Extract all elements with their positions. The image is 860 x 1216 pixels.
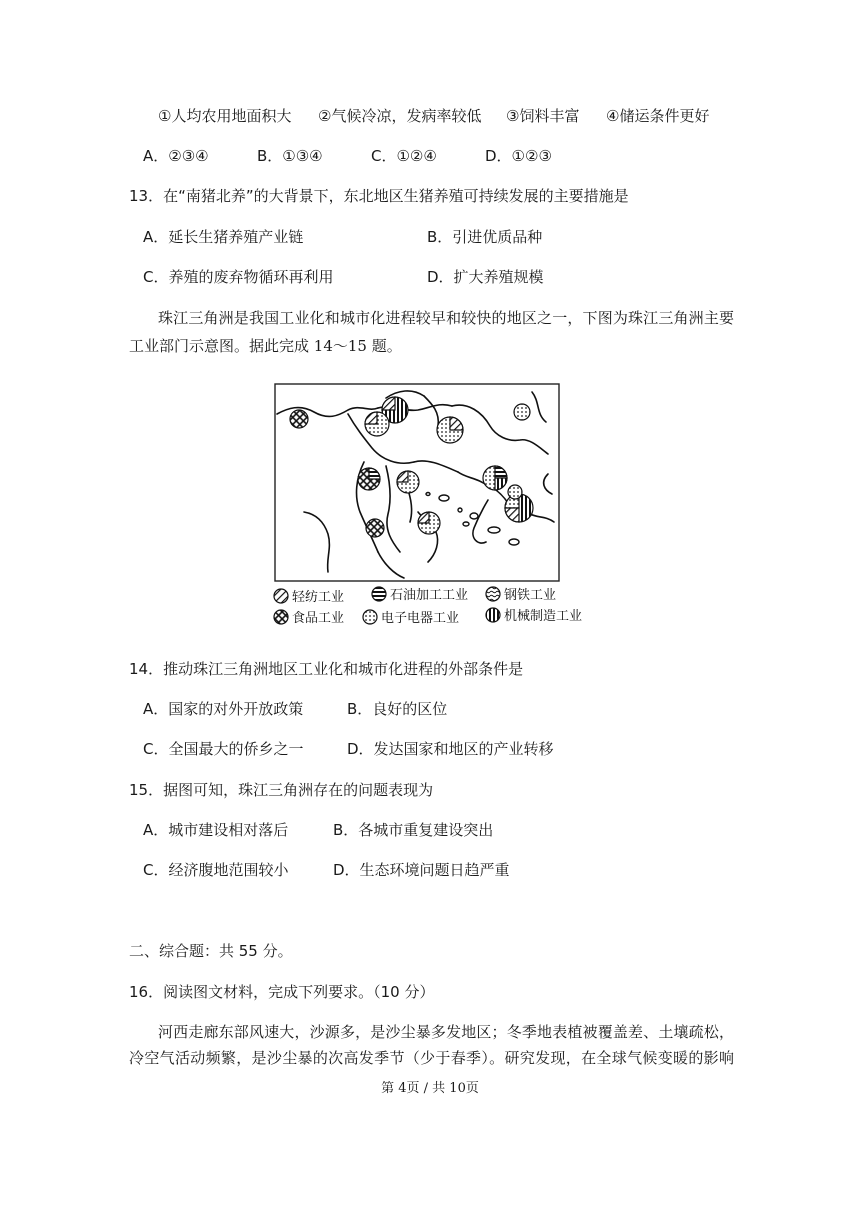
q15-option-c: C．经济腹地范围较小 (143, 861, 289, 879)
city-symbol-zhaoqing (290, 410, 308, 428)
q14-stem: 14．推动珠江三角洲地区工业化和城市化进程的外部条件是 (129, 660, 524, 678)
page-number: 第 4页 / 共 10页 (381, 1081, 479, 1096)
q12-option-d: D．①②③ (485, 147, 552, 165)
pearl-river-delta-industry-map (268, 382, 594, 628)
passage-line-2: 工业部门示意图。据此完成 14～15 题。 (129, 337, 402, 355)
city-symbol-doumen (366, 519, 384, 537)
q14-option-b: B．良好的区位 (347, 700, 448, 718)
q12-item-3: ③饲料丰富 (506, 107, 580, 125)
q16-material-line-1: 河西走廊东部风速大，沙源多，是沙尘暴多发地区；冬季地表植被覆盖差、土壤疏松， (158, 1023, 734, 1041)
q15-option-d: D．生态环境问题日趋严重 (333, 861, 510, 879)
q13-option-c: C．养殖的废弃物循环再利用 (143, 268, 334, 286)
section-2-title: 二、综合题：共 55 分。 (129, 942, 293, 960)
q12-item-2: ②气候冷凉，发病率较低 (318, 107, 482, 125)
legend-label-electronics: 电子电器工业 (381, 611, 460, 626)
q15-stem: 15．据图可知，珠江三角洲存在的问题表现为 (129, 781, 434, 799)
q14-option-a: A．国家的对外开放政策 (143, 700, 304, 718)
q14-option-c: C．全国最大的侨乡之一 (143, 740, 304, 758)
legend-item-food (274, 610, 344, 626)
q13-stem: 13．在“南猪北养”的大背景下，东北地区生猪养殖可持续发展的主要措施是 (129, 187, 629, 205)
city-symbol-shenzhen (483, 466, 507, 490)
legend-label-machinery: 机械制造工业 (504, 609, 583, 624)
city-symbol-zhongshan (397, 471, 419, 493)
q12-item-1: ①人均农用地面积大 (158, 107, 292, 125)
legend-item-light-textile (274, 589, 344, 605)
city-symbol-jiangmen (358, 468, 380, 490)
q12-option-a: A．②③④ (143, 147, 209, 165)
q13-option-b: B．引进优质品种 (427, 228, 543, 246)
legend-label-light-textile: 轻纺工业 (292, 590, 345, 605)
q16-material-line-2: 冷空气活动频繁，是沙尘暴的次高发季节（少于春季）。研究发现，在全球气候变暖的影响 (129, 1049, 734, 1067)
q15-option-b: B．各城市重复建设突出 (333, 821, 494, 839)
q12-item-4: ④储运条件更好 (606, 107, 710, 125)
city-symbol-foshan (365, 412, 389, 436)
city-symbol-dongguan (437, 417, 463, 443)
legend-label-petroleum: 石油加工工业 (390, 588, 469, 603)
passage-line-1: 珠江三角洲是我国工业化和城市化进程较早和较快的地区之一，下图为珠江三角洲主要 (158, 309, 734, 327)
city-symbol-huizhou (514, 404, 530, 420)
city-symbol-zhuhai (418, 512, 440, 534)
legend-label-steel: 钢铁工业 (504, 588, 557, 603)
legend-label-food: 食品工业 (292, 611, 345, 626)
legend-item-steel (486, 587, 556, 603)
q15-option-a: A．城市建设相对落后 (143, 821, 289, 839)
city-symbol-humen (508, 485, 522, 499)
q14-option-d: D．发达国家和地区的产业转移 (347, 740, 554, 758)
q12-option-b: B．①③④ (257, 147, 323, 165)
map-legend (268, 586, 594, 628)
q13-option-d: D．扩大养殖规模 (427, 268, 544, 286)
q16-stem: 16．阅读图文材料，完成下列要求。（10 分） (129, 983, 435, 1001)
q13-option-a: A．延长生猪养殖产业链 (143, 228, 304, 246)
q12-option-c: C．①②④ (371, 147, 437, 165)
